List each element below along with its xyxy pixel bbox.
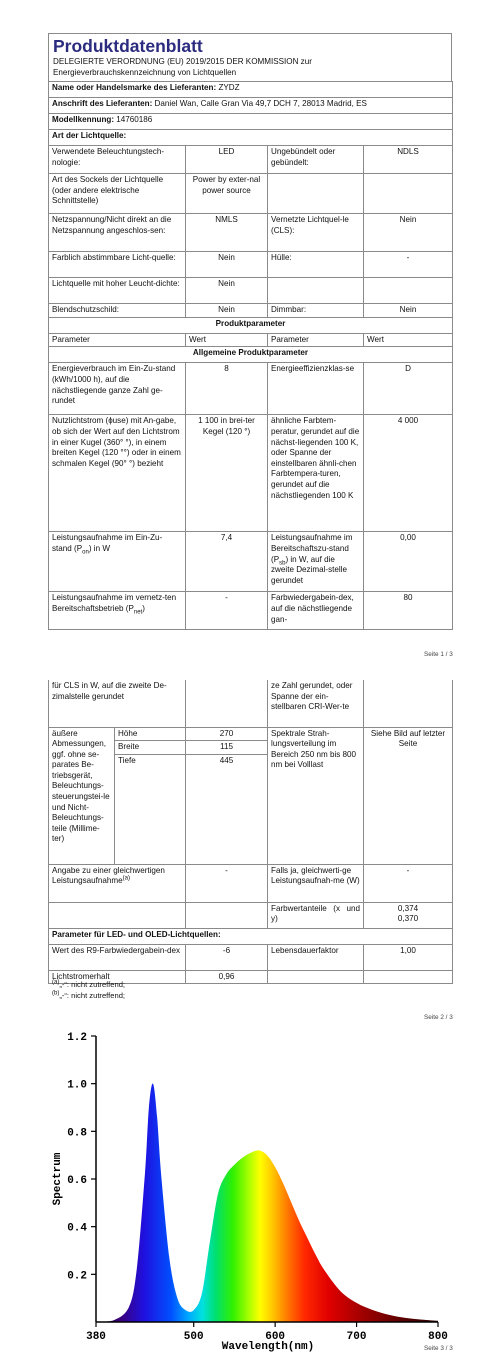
table-row [49,727,453,741]
empty-cell [268,970,364,984]
row-label [268,278,364,304]
table-row [49,146,453,174]
model-label: Modellkennung: [52,115,115,125]
row-label: Netzspannung/Nicht direkt an die Netzspannung angeschlos-sen: [49,214,186,252]
col-header-param: Parameter [49,333,186,347]
col-header-value: Wert [364,333,453,347]
model-cell [49,114,453,130]
footnote-mark: (b) [52,990,60,997]
table-row [49,680,453,727]
table-row [49,278,453,304]
p-on-label-text: ) in W [88,543,110,553]
x-tick-label: 600 [265,1331,286,1343]
row-value: LED [186,146,268,174]
datasheet-header [48,33,452,81]
page-2 [0,680,500,1025]
row-value: NMLS [186,214,268,252]
table-row [49,214,453,252]
row-value: - [364,252,453,278]
x-tick-label: 800 [428,1331,448,1343]
row-value: Nein [186,252,268,278]
maint-value: 0,96 [186,970,268,984]
empty-cell [364,970,453,984]
maint-label: Lichtstromerhalt [49,970,186,984]
p-on-subscript: on [82,549,89,556]
p-net-subscript: net [133,609,143,616]
y-tick-label: 0.4 [67,1222,87,1235]
row-value: 1 100 in brei-ter Kegel (120 °) [186,415,268,532]
datasheet-table-2 [48,680,453,984]
p-sb-subscript: sb [279,560,286,567]
y-tick-label: 1.2 [67,1032,87,1044]
p-net-label-text: Leistungsaufnahme im vernetz-ten Bereitschaftsbetrieb (P [52,593,177,613]
table-row [49,82,453,98]
dim-value: 270 [186,727,268,741]
dim-value: 445 [186,754,268,864]
col-header-value: Wert [186,333,268,347]
p-net-label [49,592,186,630]
row-label: Nutzlichtstrom (ɸuse) mit An-gabe, ob sich der Wert auf den Lichtstrom in einer Kugel (360° °), in einem breiten Kegel (120 °°) oder in einem schmalen Kegel (90° °) bezieht [49,415,186,532]
continued-label: ze Zahl gerundet, oder Spanne der ein-stellbaren CRI-Wer-te [268,680,364,727]
y-tick-label: 0.8 [67,1127,87,1140]
cri-value: 80 [364,592,453,630]
table-row [49,928,453,944]
spd-label: Spektrale Strah-lungsverteilung im Bereich 250 nm bis 800 nm bei Volllast [268,727,364,864]
col-header-param: Parameter [268,333,364,347]
row-label: Hülle: [268,252,364,278]
table-row [49,252,453,278]
equiv-value: - [186,864,268,902]
table-row [49,114,453,130]
p-sb-label-text: Leistungsaufnahme im Bereitschaftszu-stand (P [271,533,353,564]
row-label: Energieverbrauch im Ein-Zu-stand (kWh/1000 h), auf die nächstliegende ganze Zahl ge-rundet [49,363,186,415]
table-row [49,174,453,214]
row-label: Verwendete Beleuchtungstech-nologie: [49,146,186,174]
datasheet-page-2 [48,680,452,984]
row-value: Nein [364,214,453,252]
table-row [49,363,453,415]
footnote-ref: (a) [122,875,130,882]
p-on-label [49,532,186,592]
dims-label: äußere Abmessungen, ggf. ohne se-parates Be-triebsgerät, Beleuchtungs-steuerungstei-le und Nicht-Beleuchtungs-teile (Millime-ter) [49,727,115,864]
row-value: 8 [186,363,268,415]
footnote-a [52,979,125,990]
dim-name: Breite [115,741,186,755]
life-label: Lebensdauerfaktor [268,944,364,970]
continued-value [186,680,268,727]
table-row [49,944,453,970]
table-row [49,317,453,333]
address-label: Anschrift des Lieferanten: [52,99,153,109]
chroma-label: Farbwertanteile (x und y) [268,902,364,928]
table-row [49,98,453,114]
p-net-label-text: ) [142,603,145,613]
row-value: Nein [364,304,453,318]
row-label: Blendschutzschild: [49,304,186,318]
y-tick-label: 0.6 [67,1175,87,1187]
y-axis-label: Spectrum [52,1152,64,1206]
table-row [49,304,453,318]
model-value: 14760186 [116,115,153,125]
row-value: D [364,363,453,415]
table-row [49,592,453,630]
row-label: ähnliche Farbtem-peratur, gerundet auf die nächst-liegenden 100 K, oder Spanne der einstellbaren ähnli-chen Farbtempera-turen, gerundet auf die nächstliegenden 100 K [268,415,364,532]
row-value: Nein [186,304,268,318]
table-row [49,347,453,363]
p-on-label-text: Leistungsaufnahme im Ein-Zu-stand (P [52,533,163,553]
y-tick-label: 1.0 [67,1079,87,1092]
empty-cell [49,902,186,928]
chroma-y: 0,370 [397,914,419,924]
p-sb-label-text: ) in W, auf die zweite Dezimal-stelle gerundet [271,554,348,585]
empty-cell [186,902,268,928]
footnote-text: „-“: nicht zutreffend; [59,991,126,1000]
page-number: Seite 1 / 3 [424,651,453,658]
address-value: Daniel Wan, Calle Gran Via 49,7 DCH 7, 28013 Madrid, ES [154,99,367,109]
equiv-label [49,864,186,902]
p-sb-value: 0,00 [364,532,453,592]
page-title: Produktdatenblatt [53,36,203,56]
product-params-heading: Produktparameter [49,317,453,333]
r9-value: -6 [186,944,268,970]
equiv2-label: Falls ja, gleichwerti-ge Leistungsaufnah-me (W) [268,864,364,902]
row-label: Art des Sockels der Lichtquelle (oder andere elektrische Schnittstelle) [49,174,186,214]
table-row [49,130,453,146]
row-label: Ungebündelt oder gebündelt: [268,146,364,174]
page-3 [0,1025,500,1358]
p-sb-label [268,532,364,592]
equiv2-value: - [364,864,453,902]
row-value: Nein [186,278,268,304]
table-row [49,864,453,902]
x-axis-label: Wavelength(nm) [221,1341,315,1353]
led-params-heading: Parameter für LED- und OLED-Lichtquellen: [49,928,453,944]
table-row [49,333,453,347]
chroma-values [364,902,453,928]
dim-value: 115 [186,741,268,755]
p-on-value: 7,4 [186,532,268,592]
footnotes [52,979,125,1001]
spectrum-chart [0,1025,500,1358]
r9-label: Wert des R9-Farbwiedergabein-dex [49,944,186,970]
light-source-type: Art der Lichtquelle: [49,130,453,146]
dim-name: Höhe [115,727,186,741]
y-tick-label: 0.2 [67,1270,87,1283]
footnote-mark: (a) [52,979,60,986]
row-value [364,174,453,214]
general-params-heading: Allgemeine Produktparameter [49,347,453,363]
footnote-text: „-“: nicht zutreffend; [59,980,126,989]
p-net-value: - [186,592,268,630]
row-value: 4 000 [364,415,453,532]
regulation-line-2: Energieverbrauchskennzeichnung von Lichtquellen [53,67,237,77]
x-tick-label: 380 [86,1331,106,1343]
continued-label: für CLS in W, auf die zweite De-zimalstelle gerundet [49,680,186,727]
equiv-label-text: Angabe zu einer gleichwertigen Leistungsaufnahme [52,865,165,886]
row-label: Farblich abstimmbare Licht-quelle: [49,252,186,278]
row-value: Power by exter-nal power source [186,174,268,214]
brand-label: Name oder Handelsmarke des Lieferanten: [52,83,217,93]
page-number: Seite 3 / 3 [424,1345,453,1352]
x-tick-label: 500 [183,1331,204,1343]
footnote-b [52,990,125,1001]
chroma-x: 0,374 [397,903,419,913]
cri-label: Farbwiedergabein-dex, auf die nächstliegende gan- [268,592,364,630]
row-label: Dimmbar: [268,304,364,318]
page-1 [0,0,500,680]
regulation-line-1: DELEGIERTE VERORDNUNG (EU) 2019/2015 DER KOMMISSION zur [53,57,312,66]
row-label: Lichtquelle mit hoher Leucht-dichte: [49,278,186,304]
address-cell [49,98,453,114]
row-label [268,174,364,214]
datasheet-table-1 [48,81,453,630]
continued-value [364,680,453,727]
row-label: Energieeffizienzklas-se [268,363,364,415]
row-value: NDLS [364,146,453,174]
table-row [49,532,453,592]
spd-value: Siehe Bild auf letzter Seite [364,727,453,864]
brand-cell [49,82,453,98]
row-label: Vernetzte Lichtquel-le (CLS): [268,214,364,252]
table-row [49,902,453,928]
page-number: Seite 2 / 3 [424,1014,453,1021]
row-value [364,278,453,304]
x-tick-label: 700 [346,1331,367,1343]
datasheet-page-1 [48,33,452,630]
life-value: 1,00 [364,944,453,970]
brand-value: ZYDZ [218,83,240,93]
table-row [49,415,453,532]
dim-name: Tiefe [115,754,186,864]
